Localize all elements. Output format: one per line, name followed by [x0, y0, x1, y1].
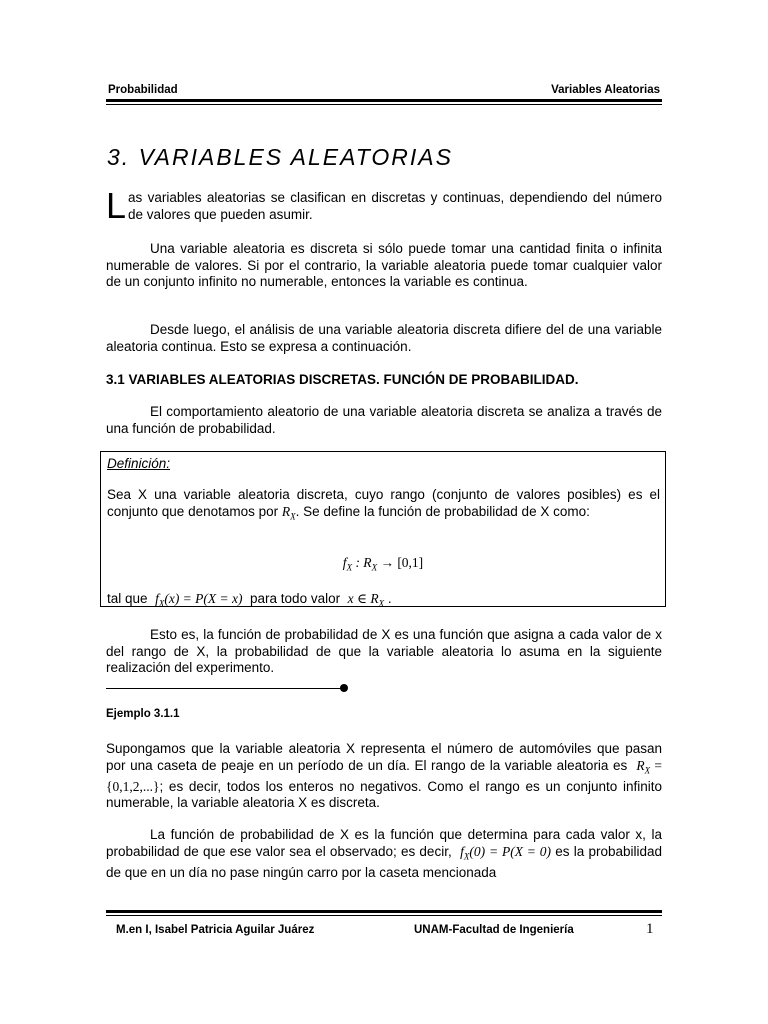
- example-paragraph-2: La función de probabilidad de X es la función que determina para cada valor x, la probabilidad de que ese valor sea el observado; es decir, $f_X(0) = P(X = 0)$ es la probabilidad de que en un día no pase ningún carro por la caseta mencionada: [106, 827, 662, 880]
- definition-body: [107, 487, 660, 525]
- paragraph-2: Una variable aleatoria es discreta si sólo puede tomar una cantidad finita o infinita numerable de valores. Si por el contrario, la variable aleatoria puede tomar cualquier valor de un conjunto infinito no numerable, entonces la variable es continua.: [106, 241, 662, 289]
- section-heading: 3.1 VARIABLES ALEATORIAS DISCRETAS. FUNCIÓN DE PROBABILIDAD.: [106, 372, 579, 387]
- definition-formula: $f_X$ : $R_X \to [0,1]$: [342, 555, 424, 573]
- definition-condition: tal que $f_X(x) = P(X = x)$ para todo valor x ∈ $R_X$ .: [107, 591, 392, 609]
- header-left: Probabilidad: [108, 84, 178, 96]
- chapter-title: 3. VARIABLES ALEATORIAS: [107, 144, 453, 170]
- paragraph-4: El comportamiento aleatorio de una variable aleatoria discreta se analiza a través de una función de probabilidad.: [106, 404, 662, 436]
- footer-institution: UNAM-Facultad de Ingeniería: [414, 924, 574, 936]
- definition-box: [100, 451, 666, 607]
- paragraph-5: Esto es, la función de probabilidad de X es una función que asigna a cada valor de x del rango de X, la probabilidad de que la variable aleatoria lo asuma en la siguiente realización del experimento.: [106, 627, 662, 675]
- footer-rule: [106, 910, 662, 913]
- header-rule-thin: [106, 104, 662, 105]
- definition-title: Definición:: [107, 456, 171, 471]
- separator-line: [106, 688, 342, 689]
- definition-text: Sea X una variable aleatoria discreta, cuyo rango (conjunto de valores posibles) es el conjunto que denotamos por: [107, 487, 660, 519]
- header-right: Variables Aleatorias: [551, 84, 660, 96]
- example-heading: Ejemplo 3.1.1: [106, 708, 180, 720]
- example-paragraph-1: Supongamos que la variable aleatoria X representa el número de automóviles que pasan por una caseta de peaje en un período de un día. El rango de la variable aleatoria es $R_X = \{0,1,2,...\}$; es decir, todos los enteros no negativos. Como el rango es un conjunto infinito numerable, la variable aleatoria X es discreta.: [106, 741, 662, 811]
- intro-paragraph: [106, 185, 662, 226]
- footer-author: M.en I, Isabel Patricia Aguilar Juárez: [116, 924, 315, 936]
- paragraph-3: Desde luego, el análisis de una variable aleatoria discreta difiere del de una variable aleatoria continua. Esto se expresa a continuación.: [106, 322, 662, 354]
- page-number: 1: [646, 921, 654, 937]
- separator-dot: [340, 684, 348, 692]
- footer-rule-thin: [106, 915, 662, 916]
- drop-cap: L: [106, 185, 127, 226]
- range-symbol: $R_X$: [281, 503, 296, 522]
- header-rule: [106, 99, 662, 102]
- definition-text-end: . Se define la función de probabilidad de X como:: [295, 503, 590, 519]
- intro-text: as variables aleatorias se clasifican en discretas y continuas, dependiendo del número de valores que pueden asumir.: [128, 190, 662, 222]
